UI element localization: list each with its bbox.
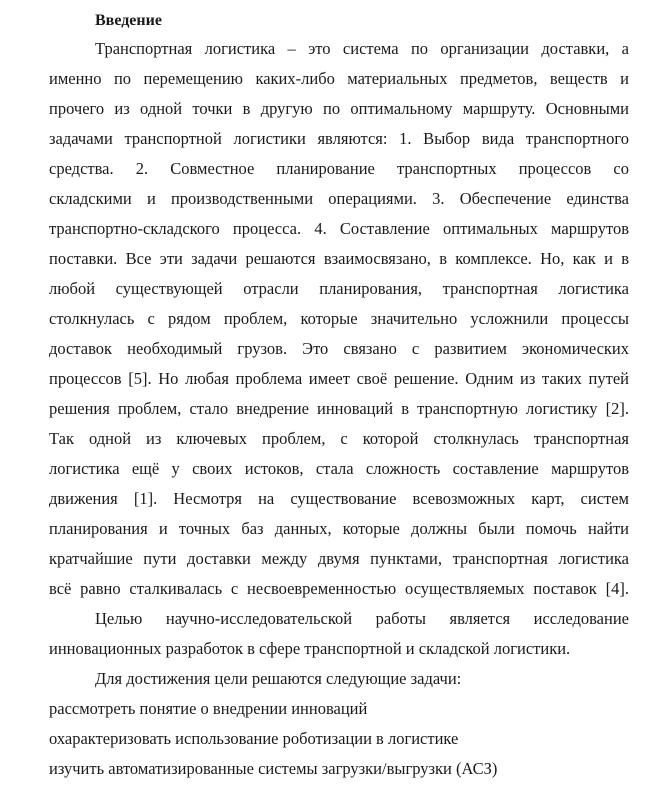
paragraph-line: именно по перемещению каких-либо материальных предметов, веществ и <box>49 69 629 88</box>
paragraph-line: кратчайшие пути доставки между двумя пунктами, транспортная логистика <box>49 549 629 568</box>
paragraph-line: инновационных разработок в сфере транспортной и складской логистики. <box>49 639 571 658</box>
paragraph-line: поставки. Все эти задачи решаются взаимосвязано, в комплексе. Но, как и в <box>49 249 629 268</box>
paragraph-line: движения [1]. Несмотря на существование всевозможных карт, систем <box>49 489 629 508</box>
task-item: рассмотреть понятие о внедрении инноваций <box>49 699 368 718</box>
paragraph-line: средства. 2. Совместное планирование транспортных процессов со <box>49 159 629 178</box>
paragraph-line: доставок необходимый грузов. Это связано с развитием экономических <box>49 339 629 358</box>
paragraph-line: транспортно-складского процесса. 4. Составление оптимальных маршрутов <box>49 219 629 238</box>
paragraph-line: задачами транспортной логистики являются: 1. Выбор вида транспортного <box>49 129 629 148</box>
paragraph-line: процессов [5]. Но любая проблема имеет своё решение. Одним из таких путей <box>49 369 629 388</box>
paragraph-line: любой существующей отрасли планирования, транспортная логистика <box>49 279 629 298</box>
paragraph-line: всё равно сталкивалась с несвоевременностью осуществляемых поставок [4]. <box>49 579 629 598</box>
task-item: изучить автоматизированные системы загрузки/выгрузки (АСЗ) <box>49 759 498 778</box>
paragraph-line: планирования и точных баз данных, которые должны были помочь найти <box>49 519 629 538</box>
paragraph-tasks-intro: Для достижения цели решаются следующие задачи: <box>95 669 462 688</box>
paragraph-line: Транспортная логистика – это система по организации доставки, а <box>95 39 629 58</box>
paragraph-line: логистика ещё у своих истоков, стала сложность составление маршрутов <box>49 459 629 478</box>
paragraph-line: Целью научно-исследовательской работы является исследование <box>95 609 629 628</box>
paragraph-line: складскими и производственными операциями. 3. Обеспечение единства <box>49 189 629 208</box>
task-item: охарактеризовать использование роботизации в логистике <box>49 729 459 748</box>
paragraph-line: решения проблем, стало внедрение инноваций в транспортную логистику [2]. <box>49 399 629 418</box>
paragraph-line: прочего из одной точки в другую по оптимальному маршруту. Основными <box>49 99 629 118</box>
section-heading: Введение <box>95 12 162 29</box>
paragraph-line: столкнулась с рядом проблем, которые значительно усложнили процессы <box>49 309 629 328</box>
paragraph-line: Так одной из ключевых проблем, с которой столкнулась транспортная <box>49 429 629 448</box>
